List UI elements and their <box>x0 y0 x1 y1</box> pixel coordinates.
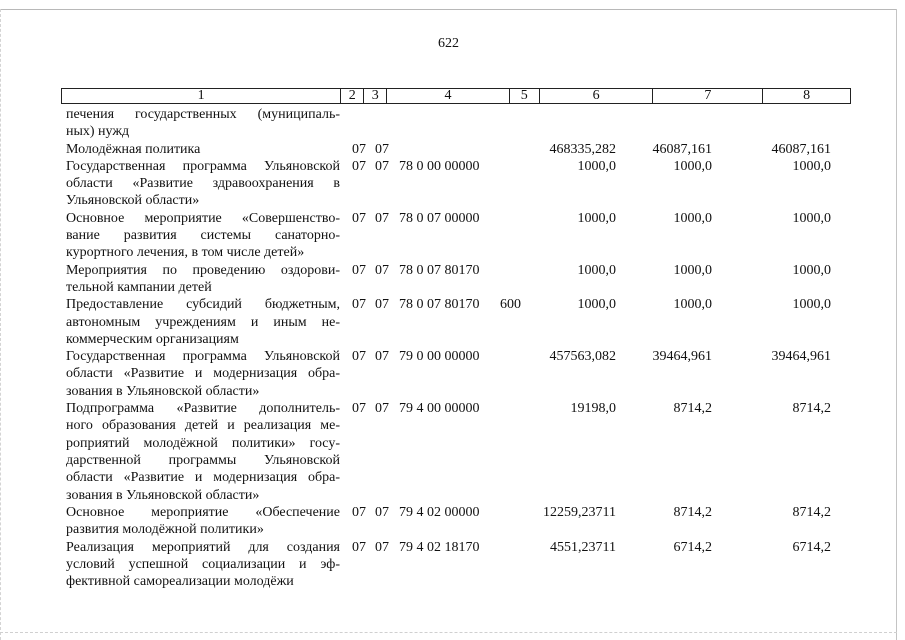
cell-c2: 07 <box>352 141 366 157</box>
row-description <box>66 348 340 400</box>
cell-c6: 457563,082 <box>549 349 616 365</box>
cell-c7: 46087,161 <box>652 141 712 157</box>
row-description <box>66 158 340 210</box>
cell-c3: 07 <box>375 539 389 555</box>
page-frame-left <box>0 9 1 640</box>
page-number: 622 <box>438 36 459 51</box>
row-description-line: вание развития системы санаторно- <box>66 228 340 244</box>
cell-c8: 6714,2 <box>792 539 831 555</box>
row-description-line: роприятий молодёжной политики» госу- <box>66 435 340 451</box>
row-description-line: тельной кампании детей <box>66 279 212 295</box>
cell-c3: 07 <box>375 141 389 157</box>
row-description-line: курортного лечения, в том числе детей» <box>66 245 305 261</box>
row-description <box>66 210 340 262</box>
page-frame-right <box>896 9 897 640</box>
cell-c7: 39464,961 <box>652 349 712 365</box>
cell-c3: 07 <box>375 158 389 174</box>
page-frame-top <box>0 9 897 10</box>
cell-c7: 1000,0 <box>673 210 712 226</box>
cell-c2: 07 <box>352 297 366 313</box>
cell-c4: 78 0 07 00000 <box>399 210 480 226</box>
cell-c7: 6714,2 <box>673 539 712 555</box>
header-col-2: 2 <box>341 89 364 103</box>
row-description <box>66 400 340 504</box>
row-description <box>66 504 340 539</box>
cell-c6: 1000,0 <box>577 210 616 226</box>
cell-c4: 78 0 00 00000 <box>399 158 480 174</box>
header-col-6: 6 <box>540 89 654 103</box>
row-description-line: автономным учреждениям и иным не- <box>66 314 340 330</box>
cell-c3: 07 <box>375 401 389 417</box>
header-col-5: 5 <box>510 89 540 103</box>
header-col-3: 3 <box>364 89 387 103</box>
cell-c8: 39464,961 <box>771 349 831 365</box>
row-description-line: зования в Ульяновской области» <box>66 383 260 399</box>
cell-c8: 8714,2 <box>792 504 831 520</box>
cell-c2: 07 <box>352 158 366 174</box>
row-description-line: области «Развитие здравоохранения в <box>66 176 340 192</box>
row-description-line: Мероприятия по проведению оздорови- <box>66 262 340 278</box>
row-description-line: фективной самореализации молодёжи <box>66 574 294 590</box>
row-description-line: Реализация мероприятий для создания <box>66 539 340 555</box>
cell-c4: 78 0 07 80170 <box>399 262 480 278</box>
cell-c7: 1000,0 <box>673 297 712 313</box>
row-description-line: условий успешной социализации и эф- <box>66 556 340 572</box>
cell-c7: 8714,2 <box>673 401 712 417</box>
cell-c6: 12259,23711 <box>543 504 616 520</box>
cell-c6: 1000,0 <box>577 158 616 174</box>
row-description <box>66 106 340 141</box>
row-description-line: области «Развитие и модернизация обра- <box>66 470 340 486</box>
cell-c8: 8714,2 <box>792 401 831 417</box>
cell-c4: 79 4 02 18170 <box>399 539 480 555</box>
cell-c3: 07 <box>375 210 389 226</box>
row-description <box>66 296 340 348</box>
cell-c6: 1000,0 <box>577 297 616 313</box>
cell-c2: 07 <box>352 349 366 365</box>
row-description-line: Государственная программа Ульяновской <box>66 158 340 174</box>
cell-c7: 8714,2 <box>673 504 712 520</box>
cell-c2: 07 <box>352 210 366 226</box>
row-description-line: ных) нужд <box>66 124 130 140</box>
row-description-line: ного образования детей и реализация ме- <box>66 418 340 434</box>
row-description-line: Предоставление субсидий бюджетным, <box>66 297 340 313</box>
header-col-1: 1 <box>62 89 341 103</box>
cell-c6: 1000,0 <box>577 262 616 278</box>
header-col-8: 8 <box>803 88 811 103</box>
cell-c3: 07 <box>375 504 389 520</box>
row-description <box>66 262 340 297</box>
row-description-line: Молодёжная политика <box>66 141 201 157</box>
cell-c2: 07 <box>352 504 366 520</box>
page-frame-bottom <box>0 632 897 633</box>
cell-c7: 1000,0 <box>673 262 712 278</box>
cell-c4: 79 4 00 00000 <box>399 401 480 417</box>
cell-c8: 1000,0 <box>792 262 831 278</box>
row-description-line: области «Развитие и модернизация обра- <box>66 366 340 382</box>
row-description-line: развития молодёжной политики» <box>66 522 264 538</box>
row-description-line: Ульяновской области» <box>66 193 200 209</box>
cell-c6: 4551,23711 <box>550 539 616 555</box>
cell-c8: 1000,0 <box>792 158 831 174</box>
row-description-line: Основное мероприятие «Обеспечение <box>66 504 340 520</box>
row-description-line: печения государственных (муниципаль- <box>66 107 340 122</box>
header-col-7: 7 <box>653 89 763 103</box>
cell-c8: 1000,0 <box>792 210 831 226</box>
cell-c2: 07 <box>352 539 366 555</box>
cell-c2: 07 <box>352 401 366 417</box>
row-description-line: коммерческим организациям <box>66 331 239 347</box>
row-description-line: Основное мероприятие «Совершенство- <box>66 210 340 226</box>
header-col-4: 4 <box>387 89 510 103</box>
table-header-row <box>61 88 851 104</box>
cell-c3: 07 <box>375 297 389 313</box>
cell-c7: 1000,0 <box>673 158 712 174</box>
cell-c5: 600 <box>500 297 521 313</box>
cell-c3: 07 <box>375 262 389 278</box>
row-description-line: Государственная программа Ульяновской <box>66 349 340 365</box>
row-description-line: Подпрограмма «Развитие дополнитель- <box>66 401 340 417</box>
cell-c3: 07 <box>375 349 389 365</box>
cell-c2: 07 <box>352 262 366 278</box>
cell-c4: 79 0 00 00000 <box>399 349 480 365</box>
cell-c8: 1000,0 <box>792 297 831 313</box>
cell-c8: 46087,161 <box>771 141 831 157</box>
row-description <box>66 141 340 158</box>
cell-c6: 19198,0 <box>570 401 616 417</box>
row-description-line: дарственной программы Ульяновской <box>66 452 340 468</box>
cell-c4: 79 4 02 00000 <box>399 504 480 520</box>
row-description <box>66 539 340 591</box>
cell-c4: 78 0 07 80170 <box>399 297 480 313</box>
row-description-line: зования в Ульяновской области» <box>66 487 260 503</box>
cell-c6: 468335,282 <box>549 141 616 157</box>
